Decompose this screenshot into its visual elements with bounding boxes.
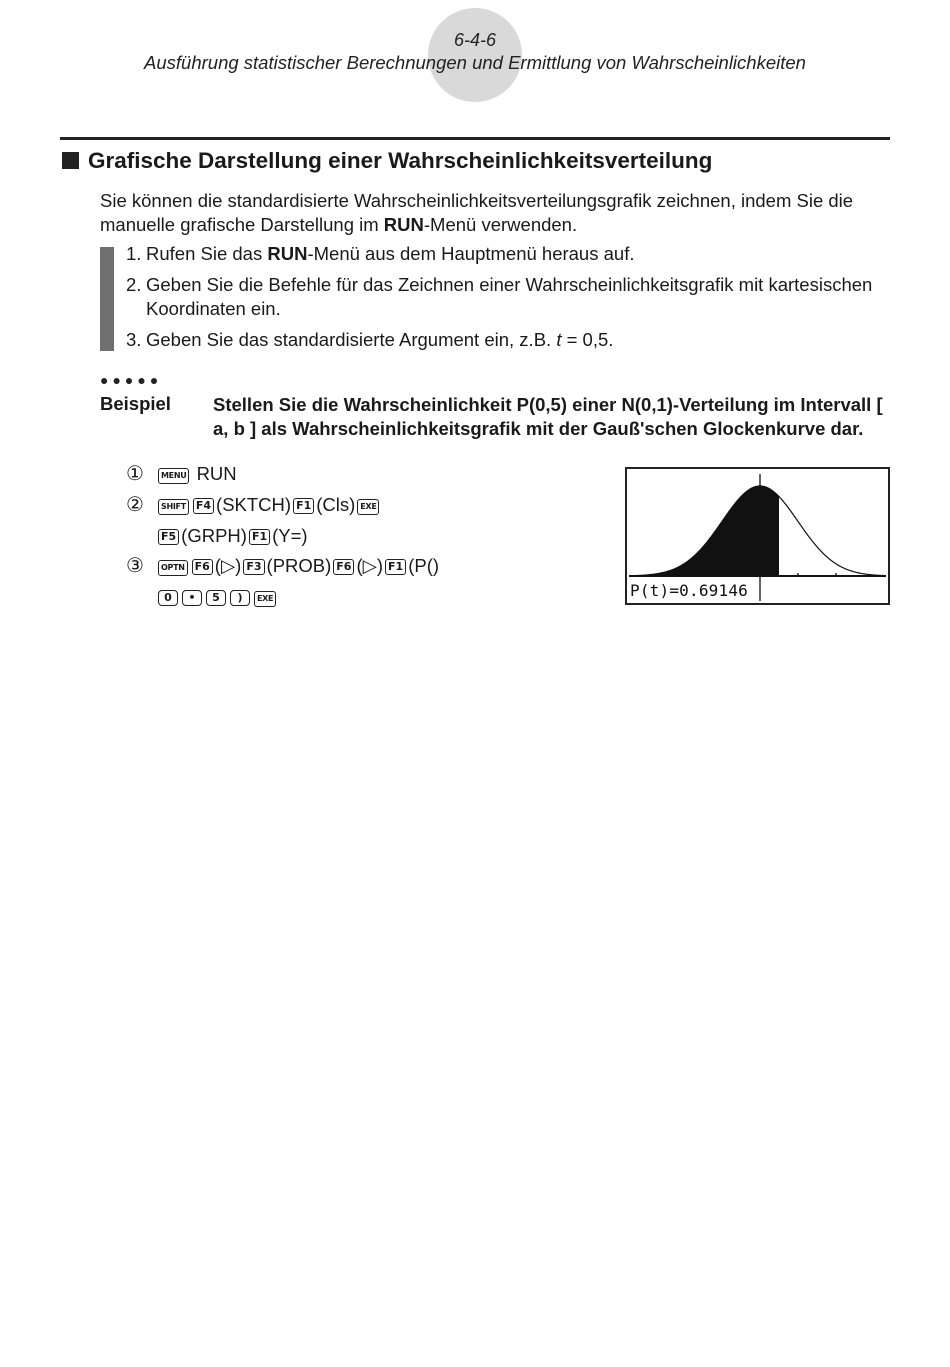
example-label: Beispiel	[100, 393, 171, 414]
page-number: 6-4-6	[453, 30, 497, 50]
step-text-end: -Menü aus dem Hauptmenü heraus auf.	[307, 243, 635, 264]
keystroke-text: (P()	[408, 555, 440, 576]
steps-list	[126, 242, 896, 359]
section-heading	[62, 148, 712, 174]
keystroke-text: (▷)	[356, 555, 384, 576]
keystroke-text: (GRPH)	[181, 525, 247, 546]
f5-key-icon: F5	[158, 529, 179, 545]
keystroke-text: (Y=)	[272, 525, 308, 546]
shaded-probability-area	[629, 486, 779, 576]
step-text-end: = 0,5.	[561, 329, 614, 350]
step-bold: RUN	[267, 243, 308, 264]
shift-key-icon: SHIFT	[158, 499, 189, 515]
intro-paragraph	[100, 189, 890, 237]
intro-bold: RUN	[383, 214, 424, 235]
exe-key-icon: EXE	[254, 591, 276, 607]
step-text: Geben Sie das standardisierte Argument ein, z.B.	[146, 329, 557, 350]
keystroke-line-1	[126, 461, 237, 487]
step-text: Geben Sie die Befehle für das Zeichnen einer Wahrscheinlichkeitsgrafik mit kartesischen Koordinaten ein.	[146, 274, 873, 319]
intro-text: Sie können die standardisierte Wahrscheinlichkeitsverteilungsgrafik zeichnen, indem Sie die manuelle grafische Darstellung im	[100, 190, 854, 235]
section-heading-text: Grafische Darstellung einer Wahrscheinlichkeitsverteilung	[88, 148, 713, 173]
f6-key-icon: F6	[192, 559, 213, 575]
exe-key-icon: EXE	[357, 499, 379, 515]
circled-number: ②	[126, 494, 144, 516]
f1-key-icon: F1	[249, 529, 270, 545]
optn-key-icon: OPTN	[158, 560, 188, 576]
f1-key-icon: F1	[293, 498, 314, 514]
step-number: 1.	[126, 243, 142, 264]
chapter-title: Ausführung statistischer Berechnungen und Ermittlung von Wahrscheinlichkeiten	[144, 52, 806, 73]
circled-number: ①	[126, 463, 144, 485]
section-rule	[60, 137, 890, 140]
circled-number: ③	[126, 555, 144, 577]
step-text: Rufen Sie das	[146, 243, 268, 264]
f1-key-icon: F1	[385, 559, 406, 575]
menu-key-icon: MENU	[158, 468, 189, 484]
example-dots: ●●●●●	[100, 372, 163, 388]
steps-sidebar	[100, 247, 114, 351]
f4-key-icon: F4	[193, 498, 214, 514]
keystroke-text: (SKTCH)	[216, 494, 292, 515]
keystroke-text: (Cls)	[316, 494, 356, 515]
f3-key-icon: F3	[243, 559, 264, 575]
example-text: Stellen Sie die Wahrscheinlichkeit P(0,5) einer N(0,1)-Verteilung im Intervall [ a, b ] als Wahrscheinlichkeitsgrafik mit der Gauß'schen Glockenkurve dar.	[213, 394, 883, 439]
keystroke-line-2	[126, 492, 381, 518]
keystroke-line-2b	[156, 523, 308, 549]
zero-key-icon: 0	[158, 590, 178, 606]
step-1	[126, 242, 896, 266]
close-paren-key-icon: )	[230, 590, 250, 606]
step-number: 3.	[126, 329, 142, 350]
keystroke-text: (▷)	[214, 555, 242, 576]
calculator-screen	[625, 467, 890, 605]
keystroke-text: (PROB)	[266, 555, 332, 576]
decimal-point-key-icon: •	[182, 590, 202, 606]
keystroke-line-3	[126, 553, 439, 579]
step-number: 2.	[126, 274, 142, 295]
probability-result: P(t)=0.69146	[630, 581, 748, 600]
keystroke-text: RUN	[196, 463, 237, 484]
keystroke-line-3b	[156, 584, 278, 610]
five-key-icon: 5	[206, 590, 226, 606]
f6-key-icon: F6	[333, 559, 354, 575]
square-bullet-icon	[62, 152, 79, 169]
step-2	[126, 273, 896, 321]
step-3	[126, 328, 896, 352]
step-italic: t	[556, 329, 562, 350]
intro-text-end: -Menü verwenden.	[423, 214, 578, 235]
